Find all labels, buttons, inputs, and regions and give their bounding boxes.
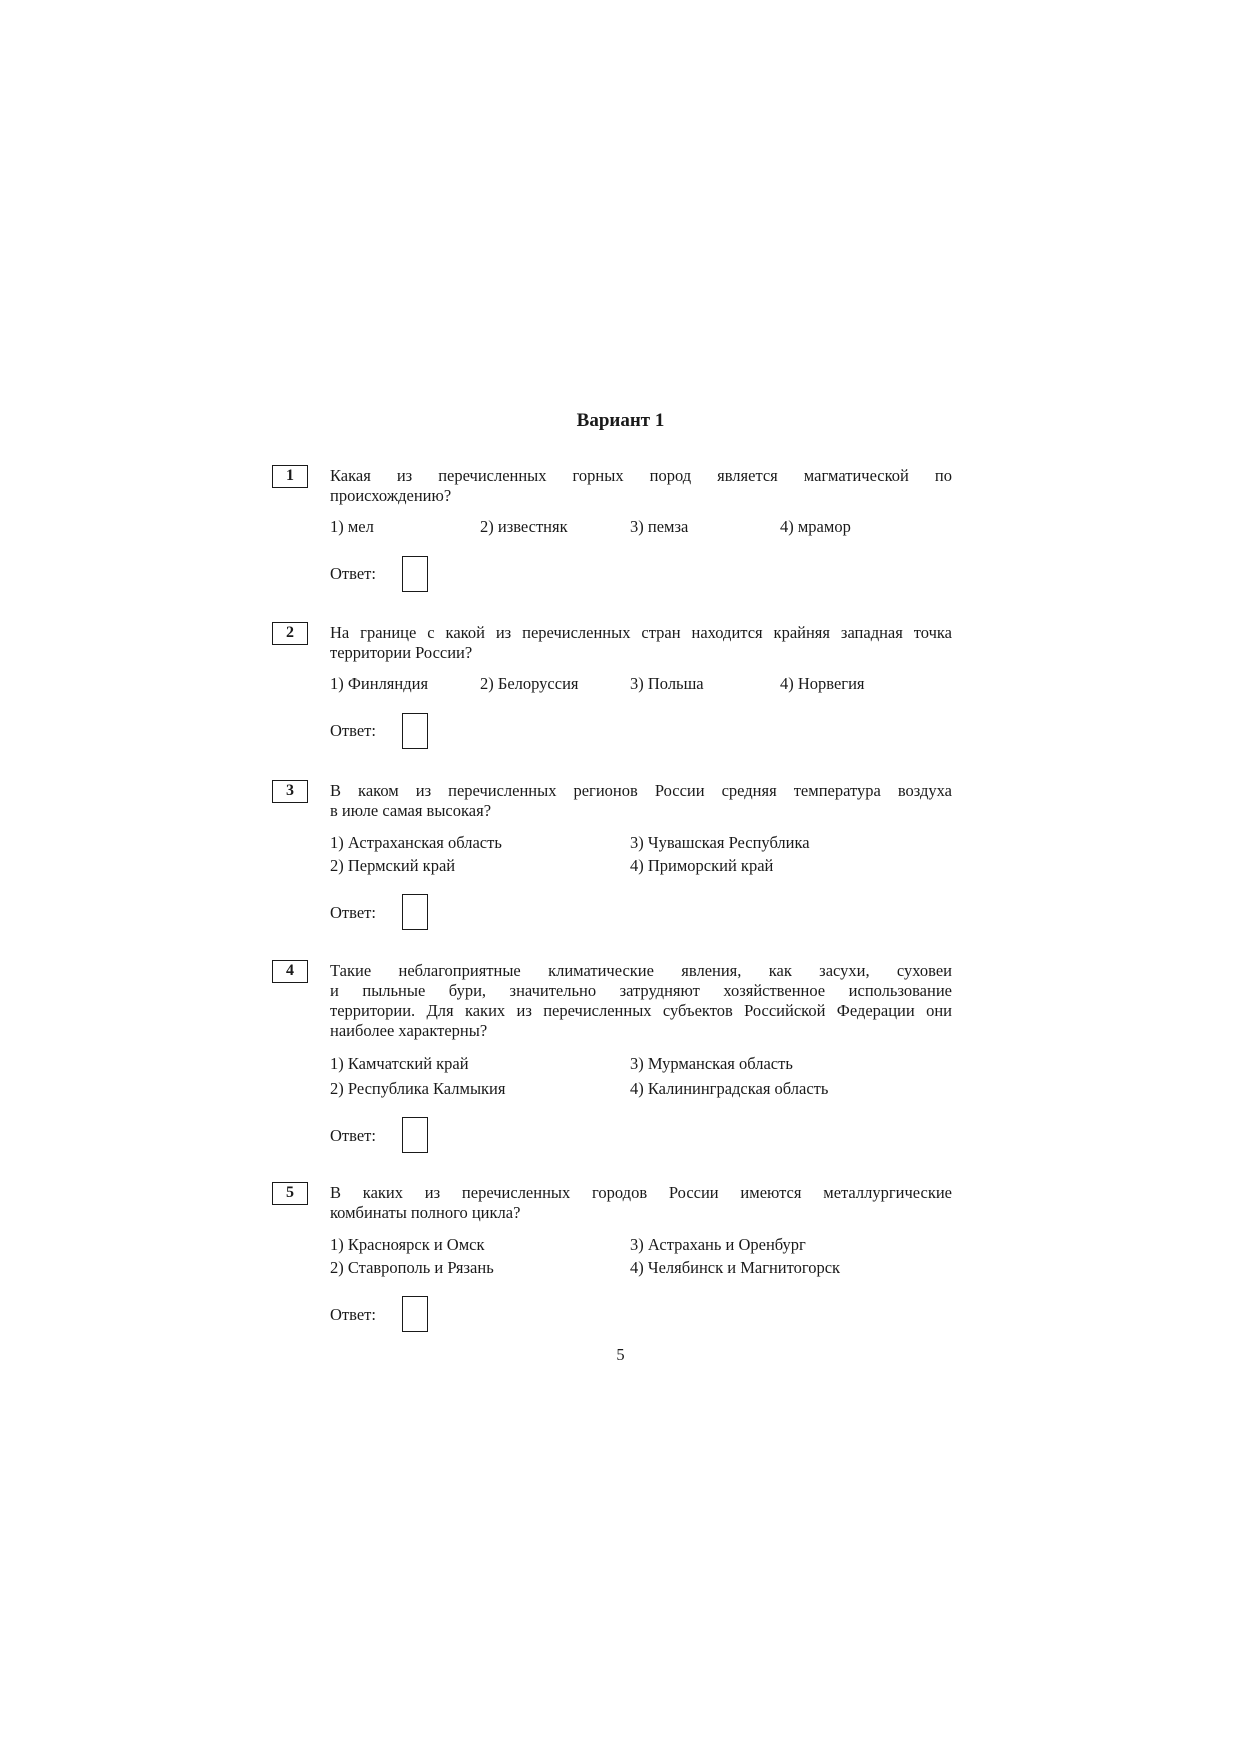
answer-option: 4) мрамор: [780, 517, 851, 536]
page-number: 5: [616, 1345, 625, 1364]
answer-input-box[interactable]: [402, 556, 428, 592]
answer-input-box[interactable]: [402, 1117, 428, 1153]
question-number: 5: [272, 1182, 308, 1205]
answer-option: 3) Мурманская область: [630, 1054, 793, 1073]
question-text-line: территории России?: [330, 643, 473, 662]
answer-label: Ответ:: [330, 721, 376, 740]
answer-option: 2) Республика Калмыкия: [330, 1079, 506, 1098]
question-text-line: и пыльные бури, значительно затрудняют хозяйственное использование: [330, 981, 952, 1000]
question-text: [330, 961, 952, 1041]
answer-option: 1) Финляндия: [330, 674, 429, 693]
question-text-line: Какая из перечисленных горных пород является магматической по: [330, 466, 952, 485]
answer-input-box[interactable]: [402, 1296, 428, 1332]
question-text-line: наиболее характерны?: [330, 1021, 488, 1040]
answer-option: 1) Красноярск и Омск: [330, 1235, 485, 1254]
page-title: Вариант 1: [576, 410, 665, 431]
answer-option: 3) Польша: [630, 674, 704, 693]
question-text: [330, 1183, 952, 1223]
answer-option: 2) Пермский край: [330, 856, 456, 875]
answer-label: Ответ:: [330, 564, 376, 583]
answer-option: 4) Норвегия: [780, 674, 865, 693]
answer-label: Ответ:: [330, 903, 376, 922]
answer-option: 1) Астраханская область: [330, 833, 502, 852]
answer-option: 3) Чувашская Республика: [630, 833, 810, 852]
question-text: [330, 623, 952, 663]
question-text-line: комбинаты полного цикла?: [330, 1203, 521, 1222]
answer-option: 2) Белоруссия: [480, 674, 579, 693]
question-text-line: В каком из перечисленных регионов России средняя температура воздуха: [330, 781, 952, 800]
question-number: 1: [272, 465, 308, 488]
question-text-line: происхождению?: [330, 486, 452, 505]
answer-option: 1) Камчатский край: [330, 1054, 469, 1073]
answer-input-box[interactable]: [402, 894, 428, 930]
question-text-line: В каких из перечисленных городов России имеются металлургические: [330, 1183, 952, 1202]
answer-label: Ответ:: [330, 1305, 376, 1324]
answer-option: 2) Ставрополь и Рязань: [330, 1258, 494, 1277]
answer-option: 4) Калининградская область: [630, 1079, 829, 1098]
question-text: [330, 781, 952, 821]
answer-input-box[interactable]: [402, 713, 428, 749]
answer-option: 3) пемза: [630, 517, 689, 536]
answer-label: Ответ:: [330, 1126, 376, 1145]
answer-option: 1) мел: [330, 517, 374, 536]
answer-option: 2) известняк: [480, 517, 568, 536]
question-text-line: территории. Для каких из перечисленных субъектов Российской Федерации они: [330, 1001, 952, 1020]
answer-option: 4) Челябинск и Магнитогорск: [630, 1258, 841, 1277]
question-text-line: Такие неблагоприятные климатические явления, как засухи, суховеи: [330, 961, 952, 980]
question-text-line: На границе с какой из перечисленных стран находится крайняя западная точка: [330, 623, 952, 642]
answer-option: 3) Астрахань и Оренбург: [630, 1235, 806, 1254]
answer-option: 4) Приморский край: [630, 856, 774, 875]
question-number: 2: [272, 622, 308, 645]
question-text-line: в июле самая высокая?: [330, 801, 492, 820]
question-number: 3: [272, 780, 308, 803]
question-text: [330, 466, 952, 506]
question-number: 4: [272, 960, 308, 983]
